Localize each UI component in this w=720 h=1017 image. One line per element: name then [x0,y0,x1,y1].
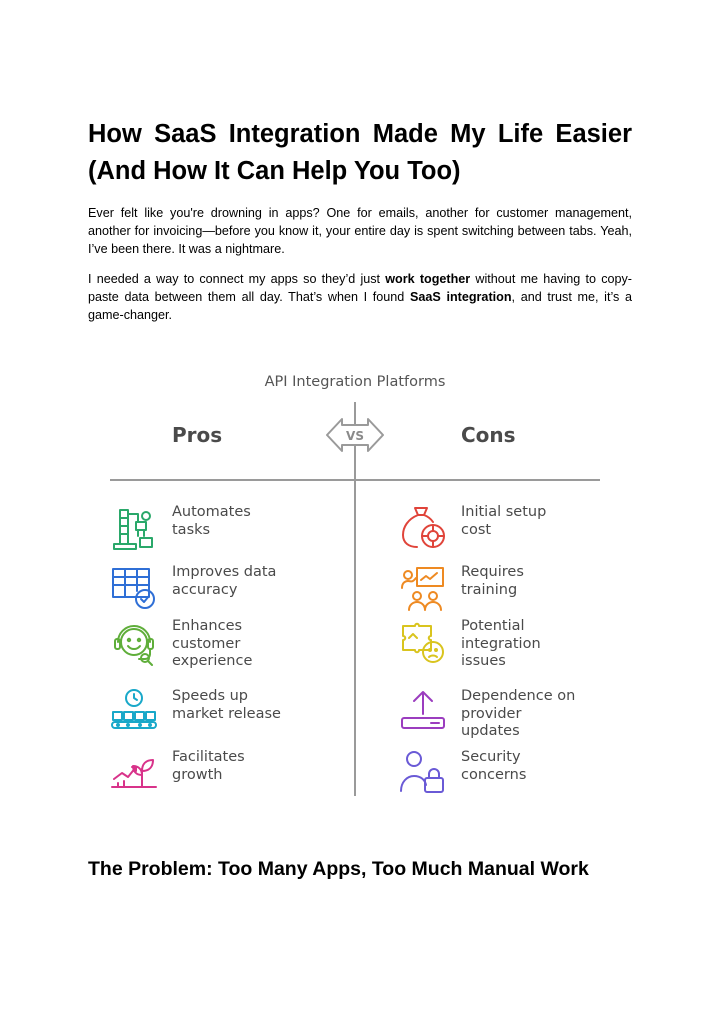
con-item-potential-integration-issues [399,618,619,678]
second-paragraph [88,270,632,324]
vs-arrow-badge [325,416,385,454]
pro-label: Enhances customer experience [172,618,253,669]
pros-cons-infographic [105,368,605,798]
pros-heading: Pros [172,423,223,447]
pro-label: Speeds up market release [172,688,281,722]
paragraph-text: without me having to copy-paste data between them all day. That’s when I found [88,272,632,304]
pro-label: Improves data accuracy [172,564,277,598]
puzzle-worried-icon [399,618,447,666]
table-check-icon [110,564,158,612]
paragraph-text: , and trust me, it’s a game-changer. [88,290,633,322]
con-item-dependence-on-provider-updates [399,688,619,748]
con-label: Requires training [461,564,524,598]
con-item-initial-setup-cost [399,504,619,564]
clock-conveyor-icon [110,688,158,736]
con-item-requires-training [399,564,619,624]
pro-label: Facilitates growth [172,749,245,783]
con-label: Dependence on provider updates [461,688,576,739]
presentation-icon [399,564,447,612]
pro-item-enhances-customer-experience [110,618,330,678]
con-item-security-concerns [399,749,619,809]
paragraph-text: I needed a way to connect my apps so they’d just [88,272,386,286]
infographic-title: API Integration Platforms [264,374,446,390]
con-label: Potential integration issues [461,618,541,669]
upload-device-icon [399,688,447,736]
horizontal-divider [110,479,600,481]
pro-item-facilitates-growth [110,749,330,809]
pro-label: Automates tasks [172,504,251,538]
pro-item-improves-data-accuracy [110,564,330,624]
cons-heading: Cons [461,423,516,447]
sprout-chart-icon [110,749,158,797]
intro-paragraph: Ever felt like you're drowning in apps? One for emails, another for customer management, another for invoicing—before you know it, your entire day is spent switching between tabs. Yeah, I’ve been there. It was a nightmare. [88,206,632,256]
money-bag-icon [399,504,447,552]
vs-label: VS [346,429,364,443]
con-label: Security concerns [461,749,527,783]
pro-item-speeds-up-market-release [110,688,330,748]
pro-item-automates-tasks [110,504,330,564]
bold-phrase-saas-integration: SaaS integration [409,290,512,304]
robot-arm-icon [110,504,158,552]
section-heading: The Problem: Too Many Apps, Too Much Manual Work [88,858,589,880]
bold-phrase-work-together: work together [385,272,471,286]
user-lock-icon [399,749,447,797]
vertical-divider [354,402,356,796]
con-label: Initial setup cost [461,504,547,538]
headset-smile-icon [110,618,158,666]
page-title: How SaaS Integration Made My Life Easier (And How It Can Help You Too) [88,120,632,185]
